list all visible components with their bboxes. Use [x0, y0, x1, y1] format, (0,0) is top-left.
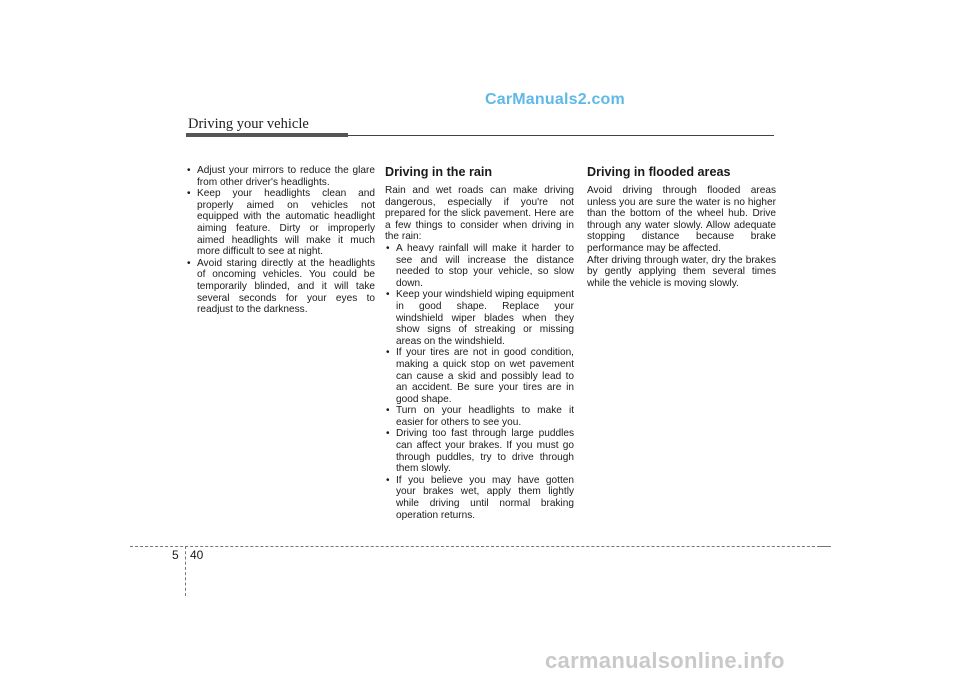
list-item: • If your tires are not in good condition, making a quick stop on wet pavement can cause a skid and possibly lead to an accident. Be sure your tires are in good shape.: [385, 347, 574, 405]
footer-rule-end: [817, 546, 831, 547]
headlight-tips-list: [186, 165, 375, 316]
watermark-text-bottom: carmanualsonline.info: [545, 648, 785, 673]
list-item: • Turn on your headlights to make it easier for others to see you.: [385, 405, 574, 428]
section-header-title: Driving your vehicle: [188, 116, 309, 132]
page-number: 40: [190, 548, 204, 562]
footer-divider: [185, 546, 186, 596]
list-item: • A heavy rainfall will make it harder to see and will increase the distance needed to stop your vehicle, so slow down.: [385, 243, 574, 289]
list-item: • Avoid staring directly at the headlights of oncoming vehicles. You could be temporarily blinded, and it will take several seconds for your eyes to readjust to the darkness.: [186, 258, 375, 316]
header-accent-bar: [186, 133, 348, 137]
rain-intro: Rain and wet roads can make driving dangerous, especially if you're not prepared for the slick pavement. Here are a few things to consider when driving in the rain:: [385, 185, 574, 243]
list-item: • Keep your windshield wiping equipment in good shape. Replace your windshield wiper blades when they show signs of streaking or missing areas on the windshield.: [385, 289, 574, 347]
column-right: [587, 165, 776, 289]
header-rule: [348, 135, 774, 136]
column-middle: [385, 165, 574, 521]
list-item: • Keep your headlights clean and properly aimed on vehicles not equipped with the automatic headlight aiming feature. Dirty or improperly aimed headlights will make it much more difficult to see at night.: [186, 188, 375, 258]
list-item: • If you believe you may have gotten your brakes wet, apply them lightly while driving until normal braking operation returns.: [385, 475, 574, 521]
footer-rule: [130, 546, 830, 547]
column-left: [186, 165, 375, 316]
flood-paragraph: Avoid driving through flooded areas unless you are sure the water is no higher than the bottom of the wheel hub. Drive through any water slowly. Allow adequate stopping distance because brake performance may be affected.: [587, 185, 776, 254]
list-item: • Adjust your mirrors to reduce the glare from other driver's headlights.: [186, 165, 375, 188]
flood-heading: Driving in flooded areas: [587, 165, 731, 179]
list-item: • Driving too fast through large puddles can affect your brakes. If you must go through puddles, try to drive through them slowly.: [385, 428, 574, 474]
flood-paragraph: After driving through water, dry the brakes by gently applying them several times while the vehicle is moving slowly.: [587, 254, 776, 289]
rain-tips-list: [385, 243, 574, 521]
watermark-logo-top: CarManuals2.com: [485, 91, 625, 108]
rain-heading: Driving in the rain: [385, 165, 493, 179]
chapter-number: 5: [172, 548, 179, 562]
